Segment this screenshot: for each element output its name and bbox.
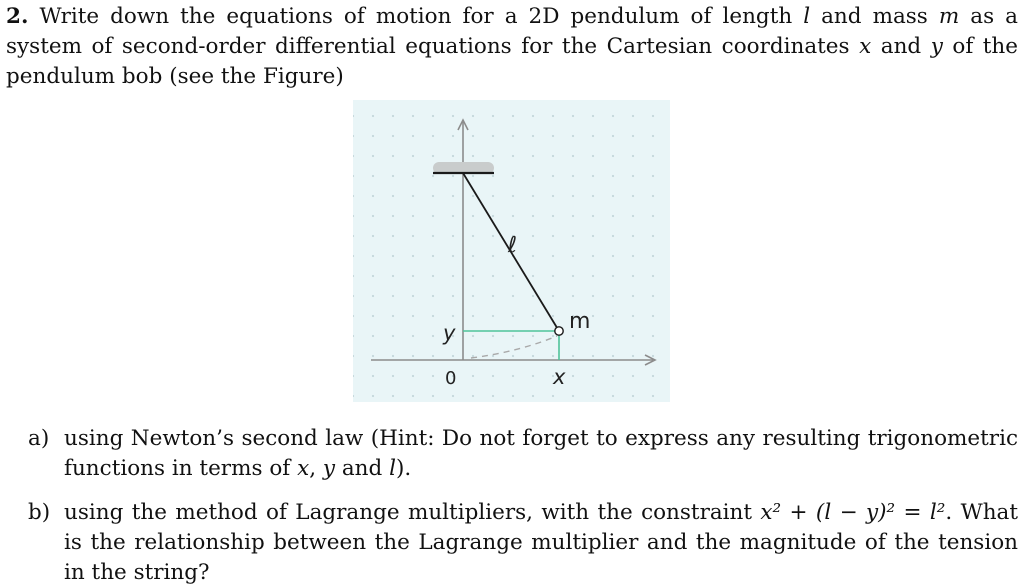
problem-statement (6, 2, 1018, 92)
part-a-sep-1: , (309, 456, 323, 481)
part-a-sep-2: and (335, 456, 390, 481)
part-b-text-1: using the method of Lagrange multipliers, with the constraint (64, 500, 761, 525)
part-b-text-2: . What is the relationship between the Lagrange multiplier and the magnitude of the tension in the string? (64, 500, 1019, 585)
part-a-text-1: using Newton’s second law (Hint: Do not forget to express any resulting trigonometric functions in terms of (64, 426, 1018, 481)
y-label: y (443, 321, 456, 345)
pendulum-diagram (353, 100, 670, 402)
part-a-text-2: ). (396, 456, 412, 481)
problem-text-4: and (871, 34, 931, 59)
symbol-y: y (930, 34, 943, 59)
x-label: x (553, 365, 566, 389)
part-a-label: a) (28, 426, 50, 451)
part-b (24, 498, 1018, 588)
sub-questions (24, 424, 1018, 588)
part-a-symbol-x: x (297, 456, 310, 481)
problem-text-1: Write down the equations of motion for a 2D pendulum of length (39, 4, 804, 29)
pendulum-figure (353, 100, 670, 402)
swing-arc (471, 336, 557, 358)
symbol-l: l (803, 4, 811, 29)
origin-label: 0 (445, 368, 457, 389)
symbol-m: m (938, 4, 960, 29)
mass-label: m (569, 309, 591, 334)
part-a (24, 424, 1018, 484)
length-label: ℓ (508, 233, 518, 258)
part-a-symbol-y: y (322, 456, 336, 481)
part-a-symbol-l: l (389, 456, 397, 481)
pendulum-bob (555, 327, 563, 335)
problem-text-3: as a system of second-order differential equations for the Cartesian coordinates (6, 4, 1018, 59)
problem-number: 2. (6, 4, 29, 29)
problem-text-2: and mass (810, 4, 939, 29)
symbol-x: x (859, 34, 872, 59)
constraint-equation: x² + (l − y)² = l² (760, 500, 946, 525)
part-b-label: b) (28, 500, 51, 525)
problem-text-5: of the pendulum bob (see the Figure) (6, 34, 1019, 89)
